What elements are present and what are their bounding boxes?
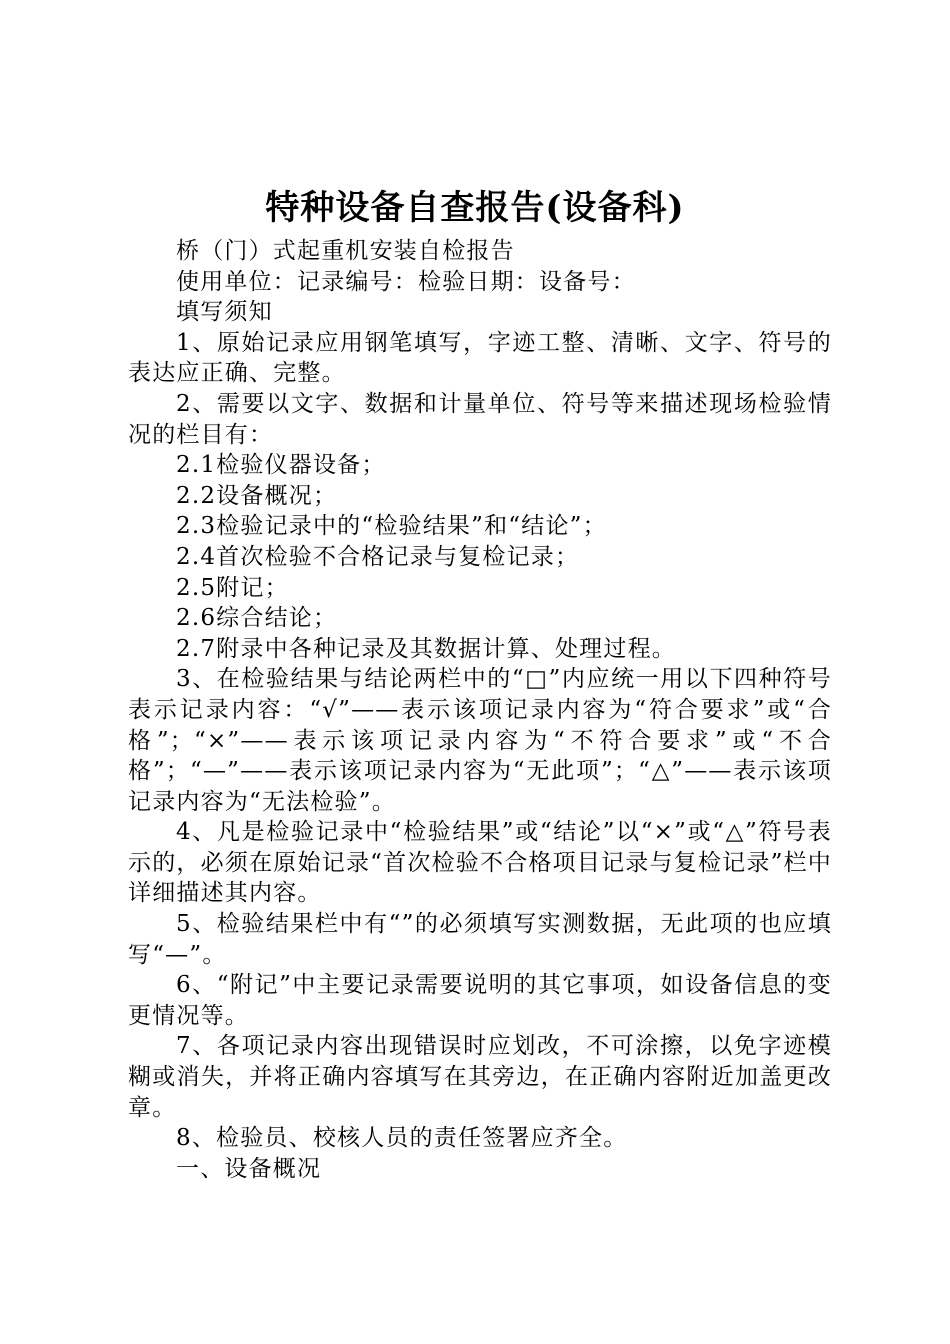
instruction-2-3: 2.3检验记录中的“检验结果”和“结论”； [176,513,607,540]
instruction-3: 3、在检验结果与结论两栏中的“□”内应统一用以下四种符号表示记录内容：“√”——表示该项记录内容为“符合要求”或“合格”；“×”——表示该项记录内容为“不符合要求”或“不合格”；“—”——表示该项记录内容为“无此项”；“△”——表示该项记录内容为“无法检验”。 [128,666,832,815]
instruction-2-2: 2.2设备概况； [176,482,338,509]
instruction-6: 6、“附记”中主要记录需要说明的其它事项，如设备信息的变更情况等。 [128,972,832,1029]
instructions-heading: 填写须知 [176,299,273,326]
document-body [128,236,832,1184]
instruction-2-6: 2.6综合结论； [176,605,338,632]
instruction-2-7: 2.7附录中各种记录及其数据计算、处理过程。 [176,635,676,662]
record-header-line: 使用单位：记录编号：检验日期：设备号： [176,268,636,295]
instruction-4: 4、凡是检验记录中“检验结果”或“结论”以“×”或“△”符号表示的，必须在原始记录“首次检验不合格项目记录与复检记录”栏中详细描述其内容。 [128,819,832,907]
instruction-8: 8、检验员、校核人员的责任签署应齐全。 [176,1125,628,1152]
instruction-2-4: 2.4首次检验不合格记录与复检记录； [176,543,580,570]
report-subtitle: 桥（门）式起重机安装自检报告 [176,238,515,264]
instruction-1: 1、原始记录应用钢笔填写，字迹工整、清晰、文字、符号的表达应正确、完整。 [128,329,832,387]
instruction-5: 5、检验结果栏中有“”的必须填写实测数据，无此项的也应填写“—”。 [128,911,832,968]
instruction-7: 7、各项记录内容出现错误时应划改，不可涂擦，以免字迹模糊或消失，并将正确内容填写在其旁边，在正确内容附近加盖更改章。 [128,1033,832,1121]
instruction-2-1: 2.1检验仪器设备； [176,452,386,479]
instruction-2-5: 2.5附记； [176,574,289,601]
document-title: 特种设备自查报告(设备科) [265,188,685,228]
instruction-2: 2、需要以文字、数据和计量单位、符号等来描述现场检验情况的栏目有： [128,390,832,448]
section-heading-equipment-overview: 一、设备概况 [176,1155,322,1182]
